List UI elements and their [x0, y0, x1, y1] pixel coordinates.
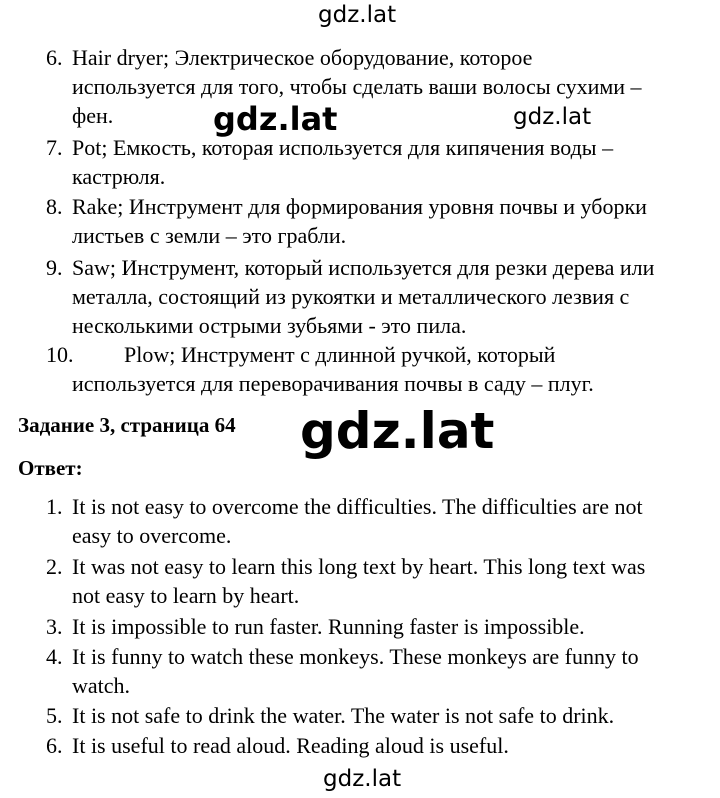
- item-text-line: используется для переворачивания почвы в саду – плуг.: [72, 371, 594, 396]
- item-text-line: Hair dryer; Электрическое оборудование, которое: [72, 45, 533, 70]
- answer-text-line: It was not easy to learn this long text by heart. This long text was: [72, 554, 646, 579]
- watermark-mid-bold: gdz.lat: [213, 100, 338, 138]
- item-text-line: листьев с земли – это грабли.: [72, 223, 347, 248]
- answer-number: 2.: [46, 554, 63, 579]
- answer-text-line: not easy to learn by heart.: [72, 583, 300, 608]
- item-text-line: Saw; Инструмент, который используется для резки дерева или: [72, 255, 655, 280]
- answer-number: 6.: [46, 733, 63, 758]
- watermark-bottom: gdz.lat: [323, 766, 402, 792]
- answer-number: 3.: [46, 614, 63, 639]
- item-text-line: фен.: [72, 103, 114, 128]
- answer-number: 1.: [46, 494, 63, 519]
- answer-number: 5.: [46, 703, 63, 728]
- item-number: 9.: [46, 255, 63, 280]
- watermark-big: gdz.lat: [300, 402, 495, 460]
- item-text-line: кастрюля.: [72, 164, 166, 189]
- item-number: 7.: [46, 135, 63, 160]
- item-text-line: металла, состоящий из рукоятки и металлического лезвия с: [72, 284, 630, 309]
- item-text-line: Pot; Емкость, которая используется для кипячения воды –: [72, 135, 614, 160]
- item-text-line: используется для того, чтобы сделать ваши волосы сухими –: [72, 74, 642, 99]
- item-text-line: несколькими острыми зубьями - это пила.: [72, 313, 467, 338]
- answer-text-line: It is useful to read aloud. Reading aloud is useful.: [72, 733, 509, 758]
- answer-number: 4.: [46, 644, 63, 669]
- answer-text-line: It is impossible to run faster. Running faster is impossible.: [72, 614, 585, 639]
- item-text-line: Plow; Инструмент с длинной ручкой, который: [124, 342, 556, 367]
- item-number: 8.: [46, 194, 63, 219]
- answer-text-line: It is funny to watch these monkeys. These monkeys are funny to: [72, 644, 639, 669]
- answer-label: Ответ:: [18, 456, 83, 480]
- item-number: 10.: [46, 342, 74, 367]
- item-number: 6.: [46, 45, 63, 70]
- task-heading: Задание 3, страница 64: [18, 413, 236, 437]
- answer-text-line: watch.: [72, 673, 131, 698]
- item-text-line: Rake; Инструмент для формирования уровня почвы и уборки: [72, 194, 647, 219]
- answer-text-line: easy to overcome.: [72, 523, 232, 548]
- watermark-top: gdz.lat: [318, 2, 397, 28]
- answer-text-line: It is not safe to drink the water. The water is not safe to drink.: [72, 703, 615, 728]
- watermark-mid-right: gdz.lat: [513, 104, 592, 130]
- answer-text-line: It is not easy to overcome the difficulties. The difficulties are not: [72, 494, 643, 519]
